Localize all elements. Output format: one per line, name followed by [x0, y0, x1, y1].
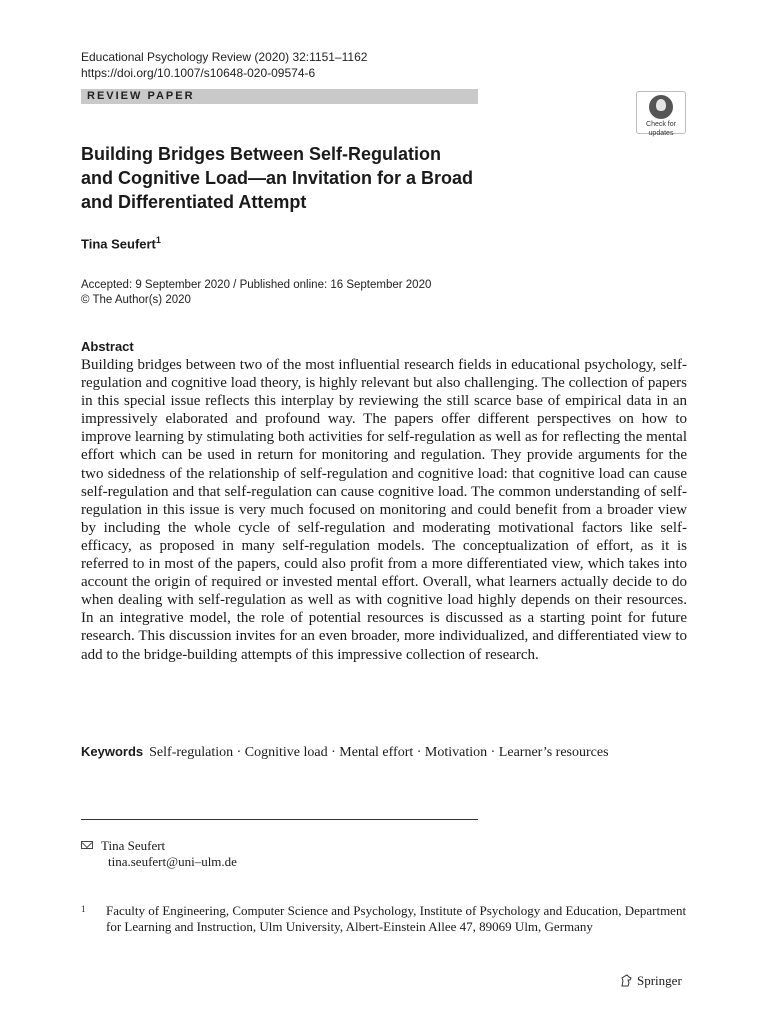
- keywords-text: Self-regulation · Cognitive load · Mental effort · Motivation · Learner’s resources: [149, 745, 609, 760]
- copyright-line: © The Author(s) 2020: [81, 294, 191, 306]
- author-text: Tina Seufert: [81, 236, 156, 252]
- footnote-divider: [81, 819, 478, 820]
- affiliation-text: Faculty of Engineering, Computer Science and Psychology, Institute of Psychology and Education, Department for Learning and Instruction, Ulm University, Albert-Einstein Allee 47, 89069 Ulm, Germany: [106, 903, 687, 934]
- corresponding-author: [81, 838, 237, 870]
- contact-name: Tina Seufert: [101, 838, 166, 853]
- check-for-updates-badge[interactable]: [636, 91, 686, 137]
- section-label: REVIEW PAPER: [81, 89, 478, 104]
- badge-label-line1: Check for: [646, 121, 676, 128]
- title-line: and Differentiated Attempt: [81, 192, 307, 212]
- contact-email[interactable]: tina.seufert@uni–ulm.de: [108, 854, 237, 869]
- keywords-label: Keywords: [81, 744, 144, 759]
- author-name: [81, 235, 161, 251]
- article-dates: [81, 278, 431, 308]
- abstract-text: Building bridges between two of the most influential research fields in educational psychology, self-regulation and cognitive load theory, is highly relevant but also challenging. The collection of papers in this special issue reflects this interplay by reviewing the still scarce base of empirical data in an impressively elaborated and profound way. The papers offer different perspectives on how to improve learning by stimulating both activities for self-regulation as well as for reflecting the mental effort which can be used in return for monitoring and regulation. They provide arguments for the two sidedness of the relationship of self-regulation and cognitive load: that cognitive load can cause self-regulation and that self-regulation can cause cognitive load. The common understanding of self-regulation in this issue is very much focused on monitoring and could benefit from a broader view by including the whole cycle of self-regulation and moderating motivational factors like self-efficacy, as proposed in many self-regulation models. The conceptualization of effort, as it is referred to in most of the papers, could also profit from a more differentiated view, which takes into account the origin of required or invested mental effort. Overall, what learners actually decide to do when dealing with self-regulation as well as with cognitive load highly depends on their resources. In an integrative model, the role of potential resources is discussed as a starting point for future research. This discussion invites for an even broader, more individualized, and differentiated view to add to the bridge-building attempts of this impressive collection of research.: [81, 357, 687, 663]
- journal-header: [81, 49, 367, 81]
- doi-link[interactable]: https://doi.org/10.1007/s10648-020-09574-6: [81, 66, 316, 80]
- title-line: Building Bridges Between Self-Regulation: [81, 144, 442, 164]
- author-affiliation-ref: 1: [155, 235, 161, 245]
- publisher-name: Springer: [637, 973, 682, 988]
- affiliation-footnote: [81, 903, 687, 935]
- badge-label-line2: updates: [648, 130, 674, 137]
- keywords-line: [81, 743, 701, 762]
- envelope-icon: [81, 841, 93, 849]
- abstract-heading: Abstract: [81, 339, 134, 354]
- crossmark-icon: [649, 95, 673, 119]
- springer-horse-icon: [620, 974, 633, 987]
- title-line: and Cognitive Load—an Invitation for a Broad: [81, 168, 474, 188]
- accepted-date: Accepted: 9 September 2020 /: [81, 279, 237, 291]
- affiliation-number: 1: [81, 904, 86, 914]
- article-title: [81, 142, 541, 214]
- published-date: Published online: 16 September 2020: [239, 279, 432, 291]
- publisher-logo: [620, 972, 682, 990]
- journal-citation: Educational Psychology Review (2020) 32:1151–1162: [81, 50, 368, 64]
